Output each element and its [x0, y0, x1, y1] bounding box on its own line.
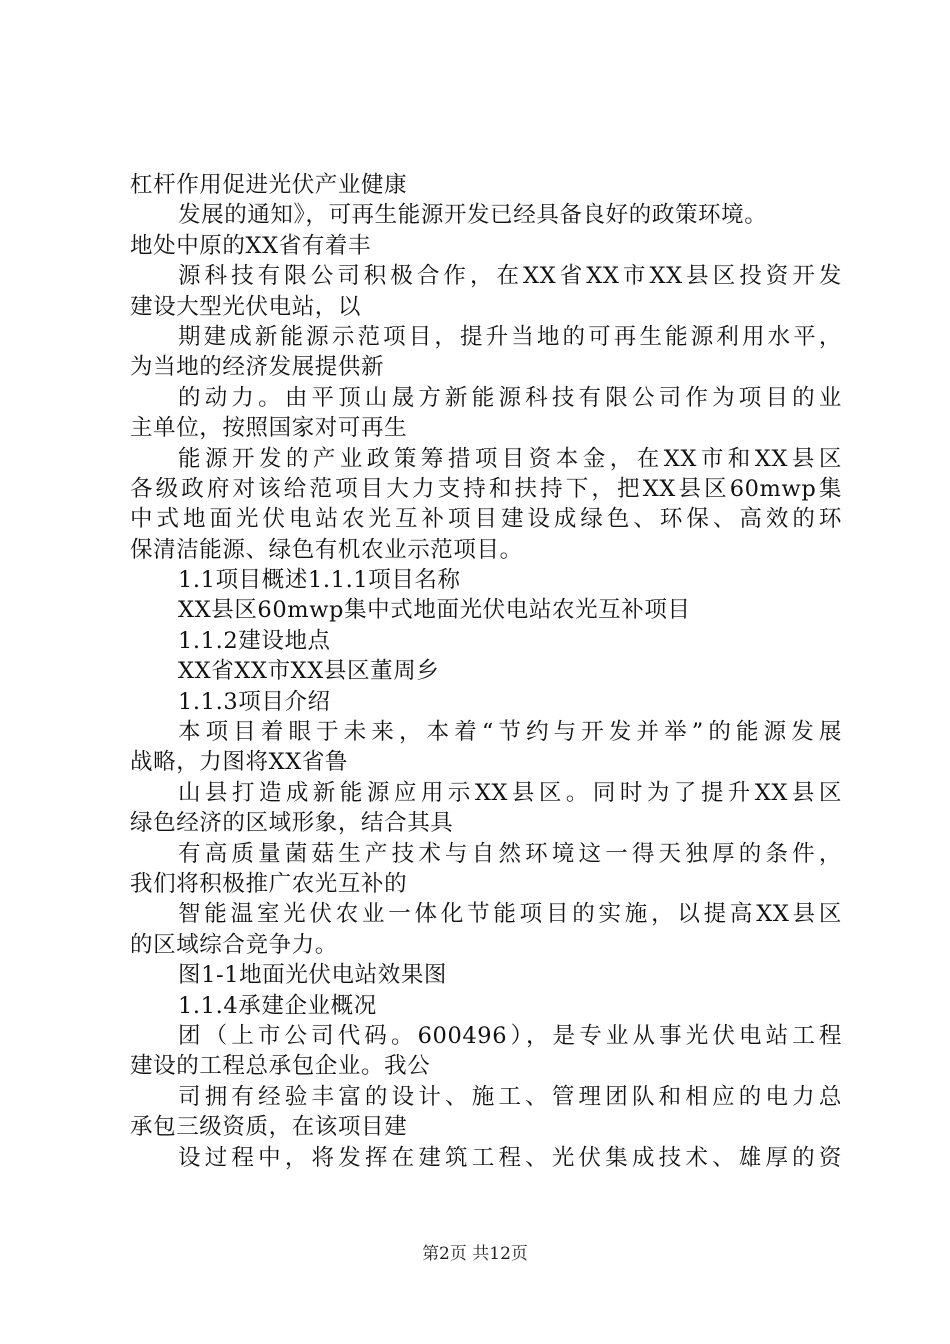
paragraph-line: 1.1.2建设地点	[178, 627, 331, 654]
paragraph-line: 承包三级资质，在该项目建	[130, 1114, 408, 1141]
paragraph-line: 山县打造成新能源应用示XX县区。同时为了提升XX县区	[178, 779, 842, 806]
paragraph-line: 有高质量菌菇生产技术与自然环境这一得天独厚的条件，	[178, 840, 842, 867]
paragraph-line: 司拥有经验丰富的设计、施工、管理团队和相应的电力总	[178, 1083, 842, 1110]
paragraph-line: 主单位，按照国家对可再生	[130, 415, 408, 442]
paragraph-line: 保清洁能源、绿色有机农业示范项目。	[130, 536, 523, 563]
paragraph-line: 智能温室光伏农业一体化节能项目的实施，以提高XX县区	[178, 901, 842, 928]
paragraph-line: 源科技有限公司积极合作，在XX省XX市XX县区投资开发	[178, 263, 842, 290]
paragraph-line: 能源开发的产业政策筹措项目资本金，在XX市和XX县区	[178, 445, 842, 472]
paragraph-line: 1.1.3项目介绍	[178, 688, 331, 715]
paragraph-line: 设过程中，将发挥在建筑工程、光伏集成技术、雄厚的资	[178, 1144, 842, 1171]
paragraph-line: 杠杆作用促进光伏产业健康	[130, 172, 408, 198]
paragraph-line: 1.1项目概述1.1.1项目名称	[178, 567, 461, 594]
paragraph-line: 本项目着眼于未来，本着“节约与开发并举”的能源发展	[178, 719, 842, 746]
paragraph-line: XX县区60mwp集中式地面光伏电站农光互补项目	[178, 597, 691, 624]
paragraph-line: 发展的通知》，可再生能源开发已经具备良好的政策环境。	[178, 202, 768, 229]
paragraph-line: 为当地的经济发展提供新	[130, 354, 385, 381]
paragraph-line: 的区域综合竞争力。	[130, 931, 338, 958]
paragraph-line: 团（上市公司代码。600496），是专业从事光伏电站工程	[178, 1022, 842, 1049]
document-body	[130, 170, 842, 1173]
paragraph-line: 地处中原的XX省有着丰	[130, 232, 372, 259]
paragraph-line: 建设的工程总承包企业。我公	[130, 1053, 431, 1080]
paragraph-line: 各级政府对该给范项目大力支持和扶持下，把XX县区60mwp集	[130, 475, 842, 502]
paragraph-line: 期建成新能源示范项目，提升当地的可再生能源利用水平，	[178, 323, 842, 350]
paragraph-line: 绿色经济的区域形象，结合其具	[130, 810, 454, 837]
paragraph-line: 建设大型光伏电站，以	[130, 293, 362, 320]
paragraph-line: XX省XX市XX县区董周乡	[178, 658, 440, 685]
paragraph-line: 图1-1地面光伏电站效果图	[178, 962, 448, 989]
paragraph-line: 我们将积极推广农光互补的	[130, 870, 408, 897]
paragraph-line: 的动力。由平顶山晟方新能源科技有限公司作为项目的业	[178, 384, 842, 411]
paragraph-line: 战略，力图将XX省鲁	[130, 749, 349, 776]
page-footer: 第2页 共12页	[422, 1244, 528, 1264]
paragraph-line: 中式地面光伏电站农光互补项目建设成绿色、环保、高效的环	[130, 506, 842, 533]
paragraph-line: 1.1.4承建企业概况	[178, 992, 377, 1019]
